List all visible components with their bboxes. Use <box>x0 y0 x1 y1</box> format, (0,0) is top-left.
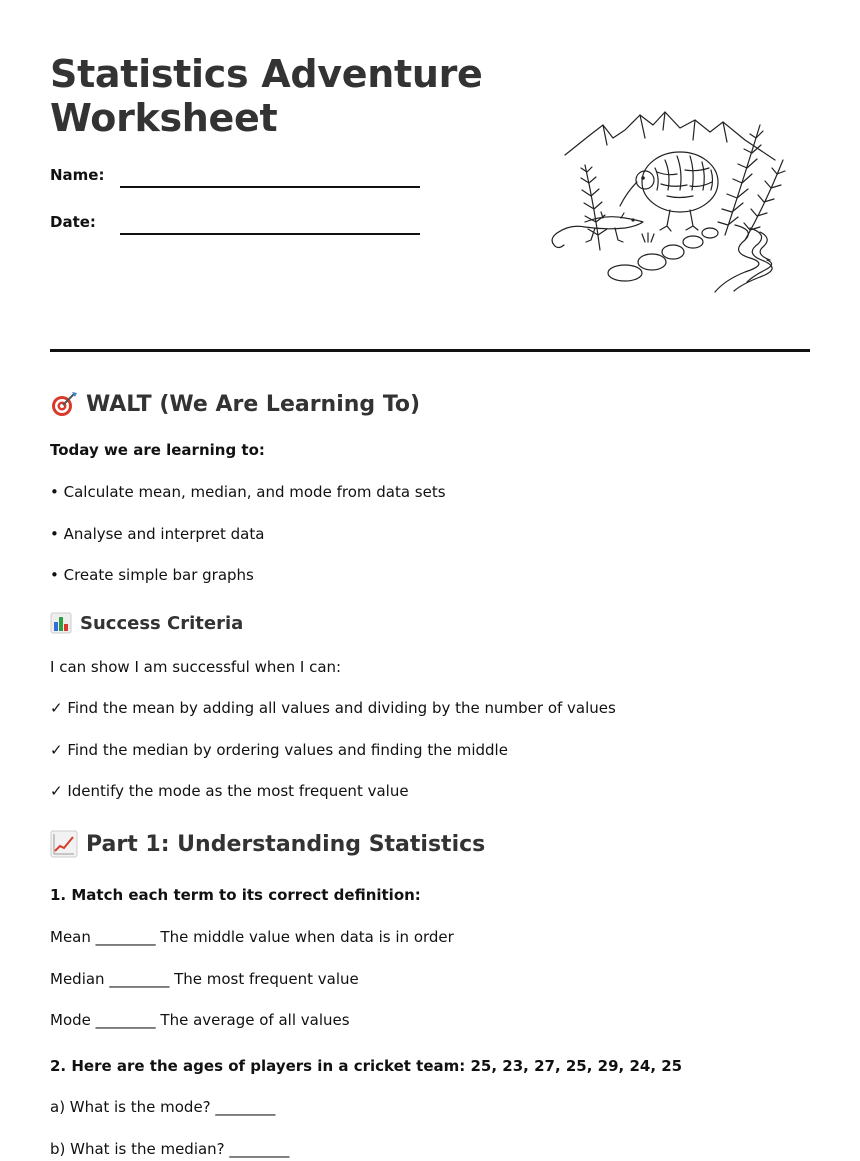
question-2-prompt: 2. Here are the ages of players in a cricket team: 25, 23, 27, 25, 29, 24, 25 <box>50 1057 683 1075</box>
success-criteria-heading-text: Success Criteria <box>80 612 244 634</box>
name-label: Name: <box>50 166 105 184</box>
question-1-prompt: 1. Match each term to its correct definition: <box>50 886 421 904</box>
target-dart-icon <box>50 390 78 418</box>
date-label: Date: <box>50 213 96 231</box>
walt-heading-text: WALT (We Are Learning To) <box>86 391 421 417</box>
title-line-2: Worksheet <box>50 96 278 140</box>
match-row-mode: Mode ________ The average of all values <box>50 1011 350 1029</box>
success-criteria-heading <box>50 612 243 634</box>
walt-item-2: • Analyse and interpret data <box>50 525 265 543</box>
match-row-mean: Mean ________ The middle value when data is in order <box>50 928 454 946</box>
walt-item-1: • Calculate mean, median, and mode from data sets <box>50 483 446 501</box>
success-item-1: ✓ Find the mean by adding all values and dividing by the number of values <box>50 699 616 717</box>
question-2b: b) What is the median? ________ <box>50 1140 290 1158</box>
walt-intro: Today we are learning to: <box>50 441 265 459</box>
success-item-3: ✓ Identify the mode as the most frequent value <box>50 782 409 800</box>
success-intro: I can show I am successful when I can: <box>50 658 342 676</box>
name-field[interactable] <box>120 186 420 188</box>
match-row-median: Median ________ The most frequent value <box>50 970 359 988</box>
question-2a: a) What is the mode? ________ <box>50 1098 276 1116</box>
kiwi-landscape-illustration <box>545 110 790 300</box>
title-line-1: Statistics Adventure <box>50 52 483 96</box>
walt-item-3: • Create simple bar graphs <box>50 566 254 584</box>
success-item-2: ✓ Find the median by ordering values and finding the middle <box>50 741 508 759</box>
part1-heading <box>50 830 485 858</box>
page-title <box>50 52 483 140</box>
bar-chart-icon <box>50 612 72 634</box>
part1-heading-text: Part 1: Understanding Statistics <box>86 831 486 857</box>
section-divider <box>50 349 810 352</box>
line-chart-icon <box>50 830 78 858</box>
walt-heading <box>50 390 420 418</box>
date-field[interactable] <box>120 233 420 235</box>
